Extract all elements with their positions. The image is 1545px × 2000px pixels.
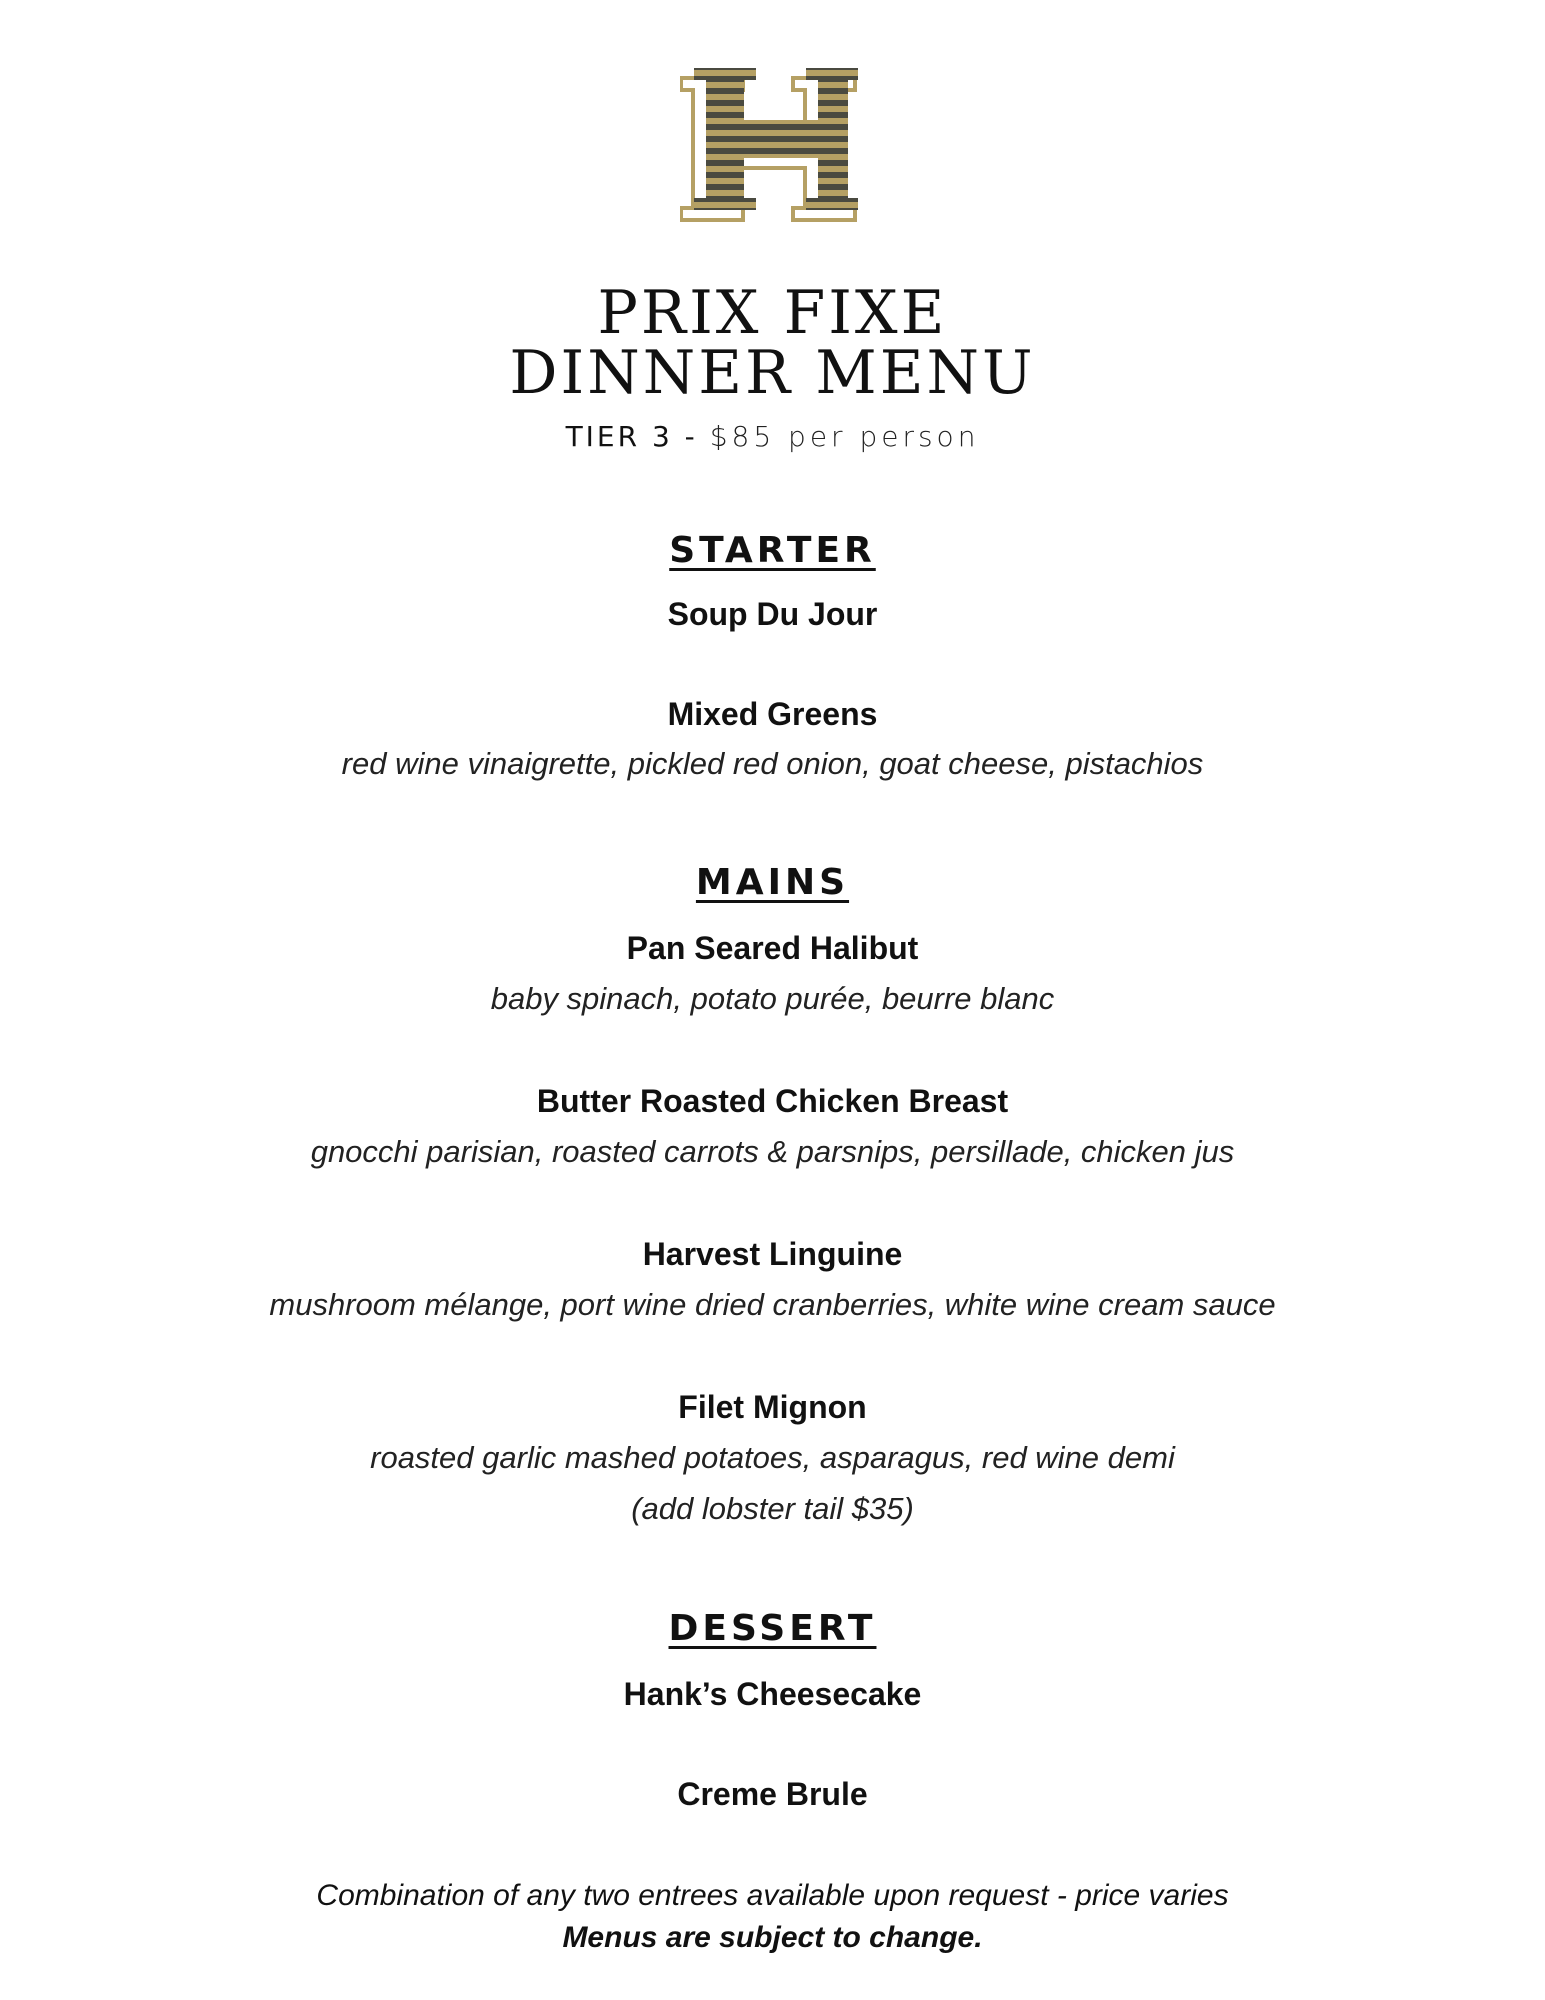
menu-item-name: Pan Seared Halibut xyxy=(626,930,919,966)
menu-item-name: Filet Mignon xyxy=(678,1389,867,1425)
tier-price-line xyxy=(0,420,1545,453)
section-heading-mains: MAINS xyxy=(695,862,850,903)
menu-title-line2: DINNER MENU xyxy=(509,338,1036,408)
menu-item-name: Soup Du Jour xyxy=(667,596,878,632)
menu-item-description: gnocchi parisian, roasted carrots & parsnips, persillade, chicken jus xyxy=(310,1134,1235,1169)
menu-item-description: mushroom mélange, port wine dried cranberries, white wine cream sauce xyxy=(269,1287,1276,1322)
menu-item-description: red wine vinaigrette, pickled red onion, goat cheese, pistachios xyxy=(341,746,1204,781)
menu-title-line1: PRIX FIXE xyxy=(597,278,948,348)
section-heading-dessert: DESSERT xyxy=(668,1608,877,1649)
footer-note: Combination of any two entrees available upon request - price varies xyxy=(316,1879,1229,1912)
footer-disclaimer: Menus are subject to change. xyxy=(562,1921,983,1954)
tier-label: TIER 3 - xyxy=(565,420,710,453)
menu-item-addon: (add lobster tail $35) xyxy=(631,1491,914,1526)
menu-item-name: Hank’s Cheesecake xyxy=(623,1676,922,1712)
menu-item-description: roasted garlic mashed potatoes, asparagus, red wine demi xyxy=(370,1440,1175,1475)
tier-price: $85 per person xyxy=(709,420,980,453)
menu-item-name: Butter Roasted Chicken Breast xyxy=(536,1083,1009,1119)
h-logo-icon xyxy=(680,64,860,222)
section-heading-starter: STARTER xyxy=(669,530,876,571)
menu-item-description: baby spinach, potato purée, beurre blanc xyxy=(490,981,1055,1016)
menu-item-name: Mixed Greens xyxy=(667,696,878,732)
menu-item-name: Harvest Linguine xyxy=(642,1236,903,1272)
menu-item-name: Creme Brule xyxy=(677,1776,868,1812)
